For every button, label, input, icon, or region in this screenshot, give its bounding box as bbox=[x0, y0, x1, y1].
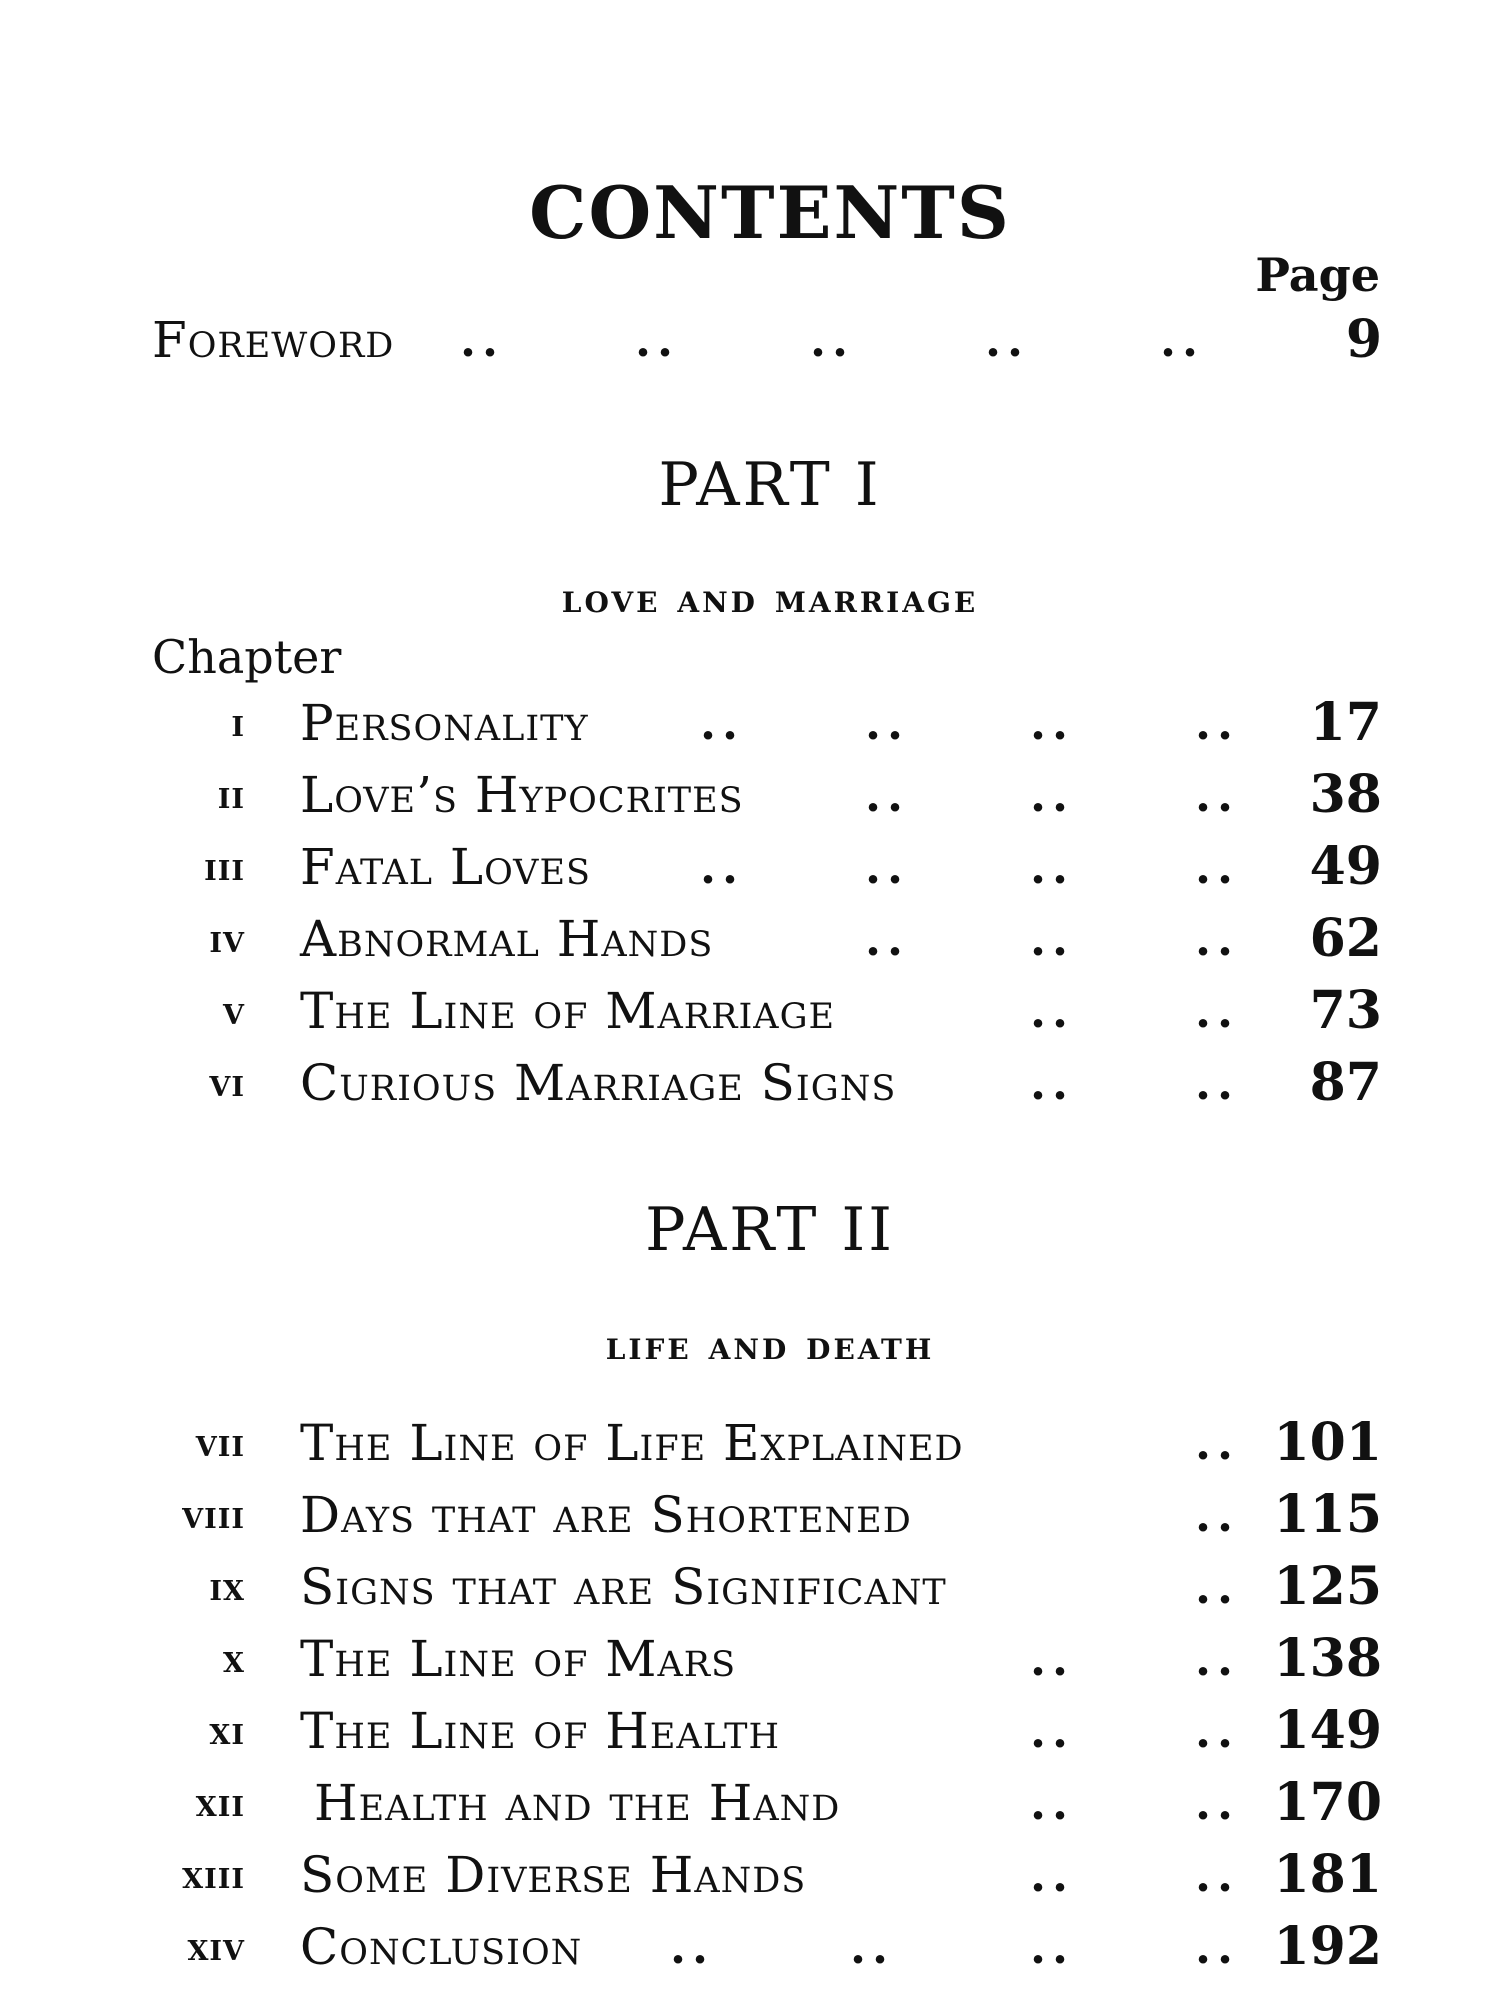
chapter-number: vi bbox=[209, 1060, 245, 1105]
leader-dots: .. bbox=[985, 313, 1030, 367]
entry-page-number: 17 bbox=[1309, 692, 1382, 753]
entry-title: Curious Marriage Signs bbox=[300, 1054, 897, 1112]
chapter-number: i bbox=[231, 700, 245, 745]
chapter-number: xiii bbox=[182, 1852, 245, 1897]
leader-dots: .. bbox=[810, 313, 855, 367]
page-column-label: Page bbox=[1255, 248, 1380, 302]
chapter-column-label: Chapter bbox=[152, 630, 342, 684]
toc-entry[interactable] bbox=[0, 1840, 1500, 1910]
leader-dots: .. bbox=[1160, 313, 1205, 367]
leader-dots: .. bbox=[1030, 696, 1075, 750]
entry-page-number: 192 bbox=[1273, 1916, 1382, 1977]
chapter-number: viii bbox=[182, 1492, 245, 1537]
leader-dots: .. bbox=[1195, 1488, 1240, 1542]
chapter-number: ix bbox=[209, 1564, 245, 1609]
entry-title: Signs that are Significant bbox=[300, 1558, 947, 1616]
chapter-number: iv bbox=[209, 916, 245, 961]
toc-entry[interactable] bbox=[0, 832, 1500, 902]
part-subtitle: life and death bbox=[605, 1322, 935, 1369]
entry-title: The Line of Mars bbox=[300, 1630, 737, 1688]
entry-title: Foreword bbox=[152, 311, 395, 369]
chapter-number: xiv bbox=[187, 1924, 245, 1969]
leader-dots: .. bbox=[1030, 1848, 1075, 1902]
leader-dots: .. bbox=[865, 912, 910, 966]
entry-title: The Line of Health bbox=[300, 1702, 780, 1760]
leader-dots: .. bbox=[670, 1920, 715, 1974]
entry-title: Personality bbox=[300, 694, 589, 752]
leader-dots: .. bbox=[865, 768, 910, 822]
leader-dots: .. bbox=[1195, 984, 1240, 1038]
entry-title: Health and the Hand bbox=[314, 1774, 841, 1832]
entry-page-number: 101 bbox=[1273, 1412, 1382, 1473]
part-heading: PART II bbox=[645, 1195, 895, 1265]
leader-dots: .. bbox=[1030, 1056, 1075, 1110]
toc-entry[interactable] bbox=[0, 760, 1500, 830]
leader-dots: .. bbox=[700, 696, 745, 750]
entry-page-number: 170 bbox=[1273, 1772, 1382, 1833]
entry-page-number: 38 bbox=[1309, 764, 1382, 825]
page-title: CONTENTS bbox=[529, 170, 1011, 255]
toc-entry[interactable] bbox=[0, 1048, 1500, 1118]
entry-page-number: 9 bbox=[1345, 309, 1382, 370]
toc-entry-foreword[interactable] bbox=[0, 305, 1500, 375]
entry-title: The Line of Life Explained bbox=[300, 1414, 964, 1472]
leader-dots: .. bbox=[1030, 912, 1075, 966]
leader-dots: .. bbox=[1030, 984, 1075, 1038]
part-heading: PART I bbox=[658, 450, 882, 520]
toc-entry[interactable] bbox=[0, 904, 1500, 974]
entry-title: Some Diverse Hands bbox=[300, 1846, 807, 1904]
toc-entry[interactable] bbox=[0, 688, 1500, 758]
leader-dots: .. bbox=[1195, 768, 1240, 822]
leader-dots: .. bbox=[1195, 1848, 1240, 1902]
part-subtitle: love and marriage bbox=[561, 575, 979, 622]
leader-dots: .. bbox=[1195, 1776, 1240, 1830]
toc-entry[interactable] bbox=[0, 1408, 1500, 1478]
leader-dots: .. bbox=[1195, 1704, 1240, 1758]
chapter-number: vii bbox=[195, 1420, 245, 1465]
toc-entry[interactable] bbox=[0, 1912, 1500, 1982]
toc-entry[interactable] bbox=[0, 1624, 1500, 1694]
entry-title: The Line of Marriage bbox=[300, 982, 836, 1040]
entry-title: Conclusion bbox=[300, 1918, 583, 1976]
entry-page-number: 115 bbox=[1273, 1484, 1382, 1545]
entry-title: Love’s Hypocrites bbox=[300, 766, 744, 824]
leader-dots: .. bbox=[1030, 840, 1075, 894]
entry-page-number: 49 bbox=[1309, 836, 1382, 897]
entry-page-number: 73 bbox=[1309, 980, 1382, 1041]
chapter-number: x bbox=[223, 1636, 245, 1681]
toc-entry[interactable] bbox=[0, 1696, 1500, 1766]
leader-dots: .. bbox=[1030, 1632, 1075, 1686]
leader-dots: .. bbox=[1195, 1056, 1240, 1110]
entry-title: Days that are Shortened bbox=[300, 1486, 912, 1544]
leader-dots: .. bbox=[865, 696, 910, 750]
chapter-number: iii bbox=[204, 844, 245, 889]
leader-dots: .. bbox=[1195, 840, 1240, 894]
leader-dots: .. bbox=[1195, 1632, 1240, 1686]
leader-dots: .. bbox=[1030, 1704, 1075, 1758]
leader-dots: .. bbox=[635, 313, 680, 367]
entry-page-number: 138 bbox=[1273, 1628, 1382, 1689]
leader-dots: .. bbox=[1195, 1416, 1240, 1470]
leader-dots: .. bbox=[850, 1920, 895, 1974]
toc-entry[interactable] bbox=[0, 976, 1500, 1046]
leader-dots: .. bbox=[865, 840, 910, 894]
toc-entry[interactable] bbox=[0, 1480, 1500, 1550]
entry-page-number: 62 bbox=[1309, 908, 1382, 969]
chapter-number: ii bbox=[217, 772, 245, 817]
leader-dots: .. bbox=[1195, 1560, 1240, 1614]
entry-page-number: 87 bbox=[1309, 1052, 1382, 1113]
toc-entry[interactable] bbox=[0, 1768, 1500, 1838]
entry-title: Abnormal Hands bbox=[300, 910, 714, 968]
leader-dots: .. bbox=[1030, 768, 1075, 822]
chapter-number: xii bbox=[195, 1780, 245, 1825]
leader-dots: .. bbox=[1195, 696, 1240, 750]
entry-title: Fatal Loves bbox=[300, 838, 591, 896]
leader-dots: .. bbox=[1030, 1776, 1075, 1830]
entry-page-number: 181 bbox=[1273, 1844, 1382, 1905]
toc-entry[interactable] bbox=[0, 1552, 1500, 1622]
entry-page-number: 125 bbox=[1273, 1556, 1382, 1617]
leader-dots: .. bbox=[460, 313, 505, 367]
leader-dots: .. bbox=[1195, 1920, 1240, 1974]
chapter-number: v bbox=[223, 988, 245, 1033]
leader-dots: .. bbox=[1030, 1920, 1075, 1974]
leader-dots: .. bbox=[700, 840, 745, 894]
entry-page-number: 149 bbox=[1273, 1700, 1382, 1761]
chapter-number: xi bbox=[209, 1708, 245, 1753]
leader-dots: .. bbox=[1195, 912, 1240, 966]
